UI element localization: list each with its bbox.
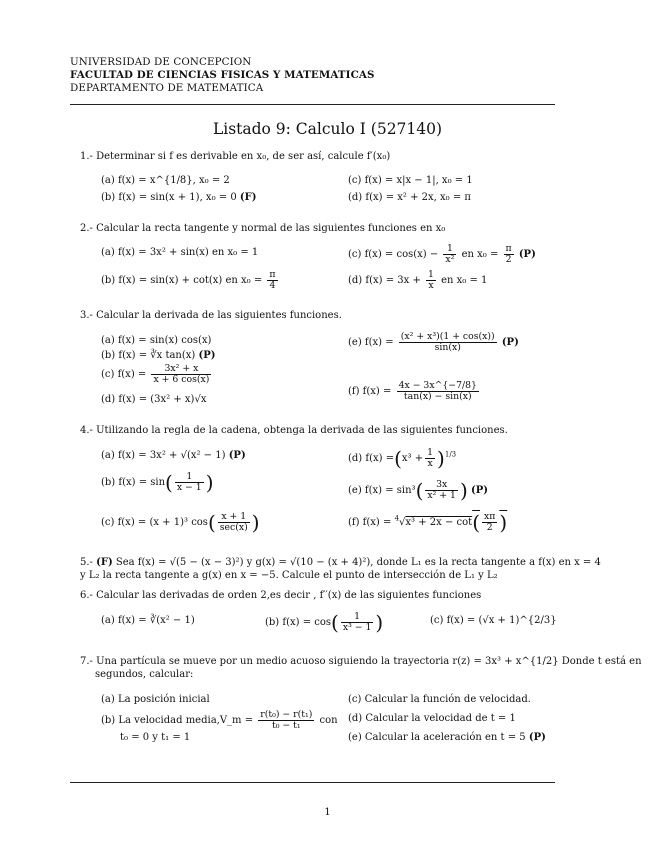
q7-item-b-line-2: t₀ = 0 y t₁ = 1 [120, 732, 191, 743]
q1-item-b: (b) f(x) = sin(x + 1), x₀ = 0 (F) [101, 192, 257, 203]
q1-item-d: (d) f(x) = x² + 2x, x₀ = π [348, 192, 471, 203]
q2-item-b: (b) f(x) = sin(x) + cot(x) en x₀ = $\frac{\pi}{4}$ [101, 269, 276, 291]
footer-divider [70, 782, 555, 783]
page-title: Listado 9: Calculo I (527140) [212, 120, 443, 138]
q7-item-b: (b) La velocidad media,V_m = $\frac{\text{r(t₀) − r(t₁)}}{\text{t₀ − t₁}}$ con [101, 709, 338, 731]
q2-item-d: (d) f(x) = 3x + $\frac{1}{x}$ en x₀ = 1 [348, 269, 488, 291]
q4-item-d: (d) f(x) =(x³ + $\frac{1}{x}$ )$^{1/3}$ [348, 446, 457, 471]
q3-item-e: (e) f(x) = $\frac{\text{(x² + x³)(1 + cos(x))}}{\sin(x)}$ (P) [348, 331, 519, 353]
q3-item-f: (f) f(x) = $\frac{4x - 3x\^{}\{-7/8\}}{\tan(x) - \sin(x)}$ [348, 380, 477, 402]
question-7-prompt-line-2: segundos, calcular: [95, 669, 194, 680]
q4-item-a: (a) f(x) = 3x² + √(x² − 1) (P) [101, 450, 246, 461]
university-name: UNIVERSIDAD DE CONCEPCION [70, 56, 252, 68]
q4-item-e: (e) f(x) = sin³( $\frac{3x}{\text{x² + 1}}$ ) (P) [348, 478, 488, 503]
q4-item-c: (c) f(x) = (x + 1)³ cos( $\frac{x + 1}{\sec(x)}$ ) [101, 510, 260, 535]
q4-item-b: (b) f(x) = sin( $\frac{1}{x - 1}$ ) [101, 470, 214, 495]
q6-item-c: (c) f(x) = (√x + 1)^{2/3} [430, 615, 557, 626]
question-6-prompt: 6.- Calcular las derivadas de orden 2,es decir , f′′(x) de las siguientes funciones [80, 590, 482, 601]
q6-item-a: (a) f(x) = ∛(x² − 1) [101, 615, 195, 626]
q3-item-b: (b) f(x) = ∛x tan(x) (P) [101, 350, 216, 361]
q1-item-c: (c) f(x) = x|x − 1|, x₀ = 1 [348, 175, 473, 186]
q3-item-a: (a) f(x) = sin(x) cos(x) [101, 335, 212, 346]
department-name: DEPARTAMENTO DE MATEMATICA [70, 82, 264, 94]
question-5-line-2: y L₂ la recta tangente a g(x) en x = −5. Calcule el punto de intersección de L₁ y L₂ [80, 570, 498, 581]
q3-item-c: (c) f(x) = $\frac{\text{3x² + x}}{x + 6 \cos(x)}$ [101, 363, 210, 385]
page-number: 1 [324, 807, 331, 818]
question-5-line-1: 5.- (F) Sea f(x) = √(5 − (x − 3)²) y g(x) = √(10 − (x + 4)²), donde L₁ es la recta tangente a f(x) en x = 4 [80, 557, 601, 568]
q6-item-b: (b) f(x) = cos( $\frac{1}{\text{x³ − 1}}$ ) [265, 610, 384, 635]
q7-item-d: (d) Calcular la velocidad de t = 1 [348, 713, 516, 724]
q2-item-a: (a) f(x) = 3x² + sin(x) en x₀ = 1 [101, 247, 259, 258]
header-divider [70, 104, 555, 105]
faculty-name: FACULTAD DE CIENCIAS FISICAS Y MATEMATICAS [70, 69, 375, 81]
q3-item-d: (d) f(x) = (3x² + x)√x [101, 394, 207, 405]
question-1-prompt: 1.- Determinar si f es derivable en x₀, de ser así, calcule f′(x₀) [80, 151, 391, 162]
q4-item-f: (f) f(x) = $^4$√x³ + 2x − cot( $\frac{x\pi}{2}$ ) [348, 510, 508, 535]
q7-item-e: (e) Calcular la aceleración en t = 5 (P) [348, 732, 546, 743]
q2-item-c: (c) f(x) = cos(x) − $\frac{1}{\text{x²}}$ en x₀ = $\frac{\pi}{2}$ (P) [348, 243, 536, 265]
q7-item-a: (a) La posición inicial [101, 694, 210, 705]
question-2-prompt: 2.- Calcular la recta tangente y normal de las siguientes funciones en x₀ [80, 223, 446, 234]
question-3-prompt: 3.- Calcular la derivada de las siguientes funciones. [80, 310, 342, 321]
question-7-prompt-line-1: 7.- Una partícula se mueve por un medio acuoso siguiendo la trayectoria r(z) = 3x³ + x^{1/2} Donde t está en [80, 656, 642, 667]
q7-item-c: (c) Calcular la función de velocidad. [348, 694, 531, 705]
q1-item-a: (a) f(x) = x^{1/8}, x₀ = 2 [101, 175, 230, 186]
question-4-prompt: 4.- Utilizando la regla de la cadena, obtenga la derivada de las siguientes funciones. [80, 425, 508, 436]
